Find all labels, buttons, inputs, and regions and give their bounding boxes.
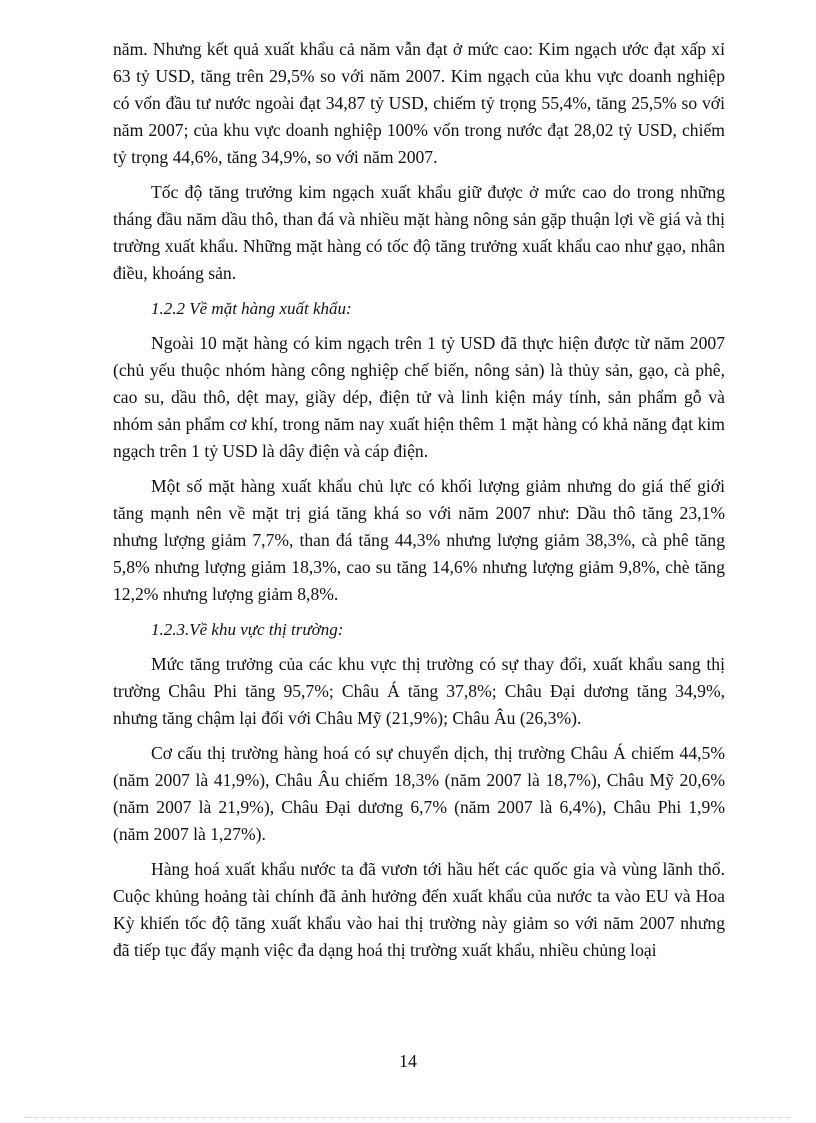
page-number: 14 <box>399 1051 417 1071</box>
section-heading-market-regions: 1.2.3.Về khu vực thị trường: <box>151 620 344 639</box>
paragraph-market-reach: Hàng hoá xuất khẩu nước ta đã vươn tới hầu hết các quốc gia và vùng lãnh thổ. Cuộc khủng hoảng tài chính đã ảnh hưởng đến xuất khẩu của nước ta vào EU và Hoa Kỳ khiến tốc độ tăng xuất khẩu vào hai thị trường này giảm so với năm 2007 nhưng đã tiếp tục đẩy mạnh việc đa dạng hoá thị trường xuất khẩu, nhiều chủng loại <box>113 859 725 960</box>
footer-divider <box>24 1117 792 1118</box>
paragraph-key-goods: Một số mặt hàng xuất khẩu chủ lực có khối lượng giảm nhưng do giá thế giới tăng mạnh nên về mặt trị giá tăng khá so với năm 2007 như: Dầu thô tăng 23,1% nhưng lượng giảm 7,7%, than đá tăng 44,3% nhưng lượng giảm 38,3%, cà phê tăng 5,8% nhưng lượng giảm 18,3%, cao su tăng 14,6% nhưng lượng giảm 9,8%, chè tăng 12,2% nhưng lượng giảm 8,8%. <box>113 476 725 604</box>
section-heading-export-goods: 1.2.2 Về mặt hàng xuất khẩu: <box>151 299 352 318</box>
paragraph-market-structure: Cơ cấu thị trường hàng hoá có sự chuyển dịch, thị trường Châu Á chiếm 44,5% (năm 2007 là 41,9%), Châu Âu chiếm 18,3% (năm 2007 là 18,7%), Châu Mỹ 20,6% (năm 2007 là 21,9%), Châu Đại dương 6,7% (năm 2007 là 6,4%), Châu Phi 1,9% (năm 2007 là 1,27%). <box>113 743 725 844</box>
paragraph-market-growth: Mức tăng trưởng của các khu vực thị trường có sự thay đổi, xuất khẩu sang thị trường Châu Phi tăng 95,7%; Châu Á tăng 37,8%; Châu Đại dương tăng 34,9%, nhưng tăng chậm lại đối với Châu Mỹ (21,9%); Châu Âu (26,3%). <box>113 654 725 728</box>
paragraph-export-results: năm. Nhưng kết quả xuất khẩu cả năm vẫn đạt ở mức cao: Kim ngạch ước đạt xấp xỉ 63 tỷ USD, tăng trên 29,5% so với năm 2007. Kim ngạch của khu vực doanh nghiệp có vốn đầu tư nước ngoài đạt 34,87 tỷ USD, chiếm tỷ trọng 55,4%, tăng 25,5% so với năm 2007; của khu vực doanh nghiệp 100% vốn trong nước đạt 28,02 tỷ USD, chiếm tỷ trọng 44,6%, tăng 34,9%, so với năm 2007. <box>113 39 725 167</box>
document-body <box>113 36 725 972</box>
paragraph-growth-rate: Tốc độ tăng trưởng kim ngạch xuất khẩu giữ được ở mức cao do trong những tháng đầu năm dầu thô, than đá và nhiều mặt hàng nông sản gặp thuận lợi về giá và thị trường xuất khẩu. Những mặt hàng có tốc độ tăng trưởng xuất khẩu cao như gạo, nhân điều, khoáng sản. <box>113 182 725 283</box>
paragraph-ten-goods: Ngoài 10 mặt hàng có kim ngạch trên 1 tỷ USD đã thực hiện được từ năm 2007 (chủ yếu thuộc nhóm hàng công nghiệp chế biến, nông sản) là thủy sản, gạo, cà phê, cao su, dầu thô, dệt may, giầy dép, điện tử và linh kiện máy tính, sản phẩm gỗ và nhóm sản phẩm cơ khí, trong năm nay xuất hiện thêm 1 mặt hàng có khả năng đạt kim ngạch trên 1 tỷ USD là dây điện và cáp điện. <box>113 333 725 461</box>
